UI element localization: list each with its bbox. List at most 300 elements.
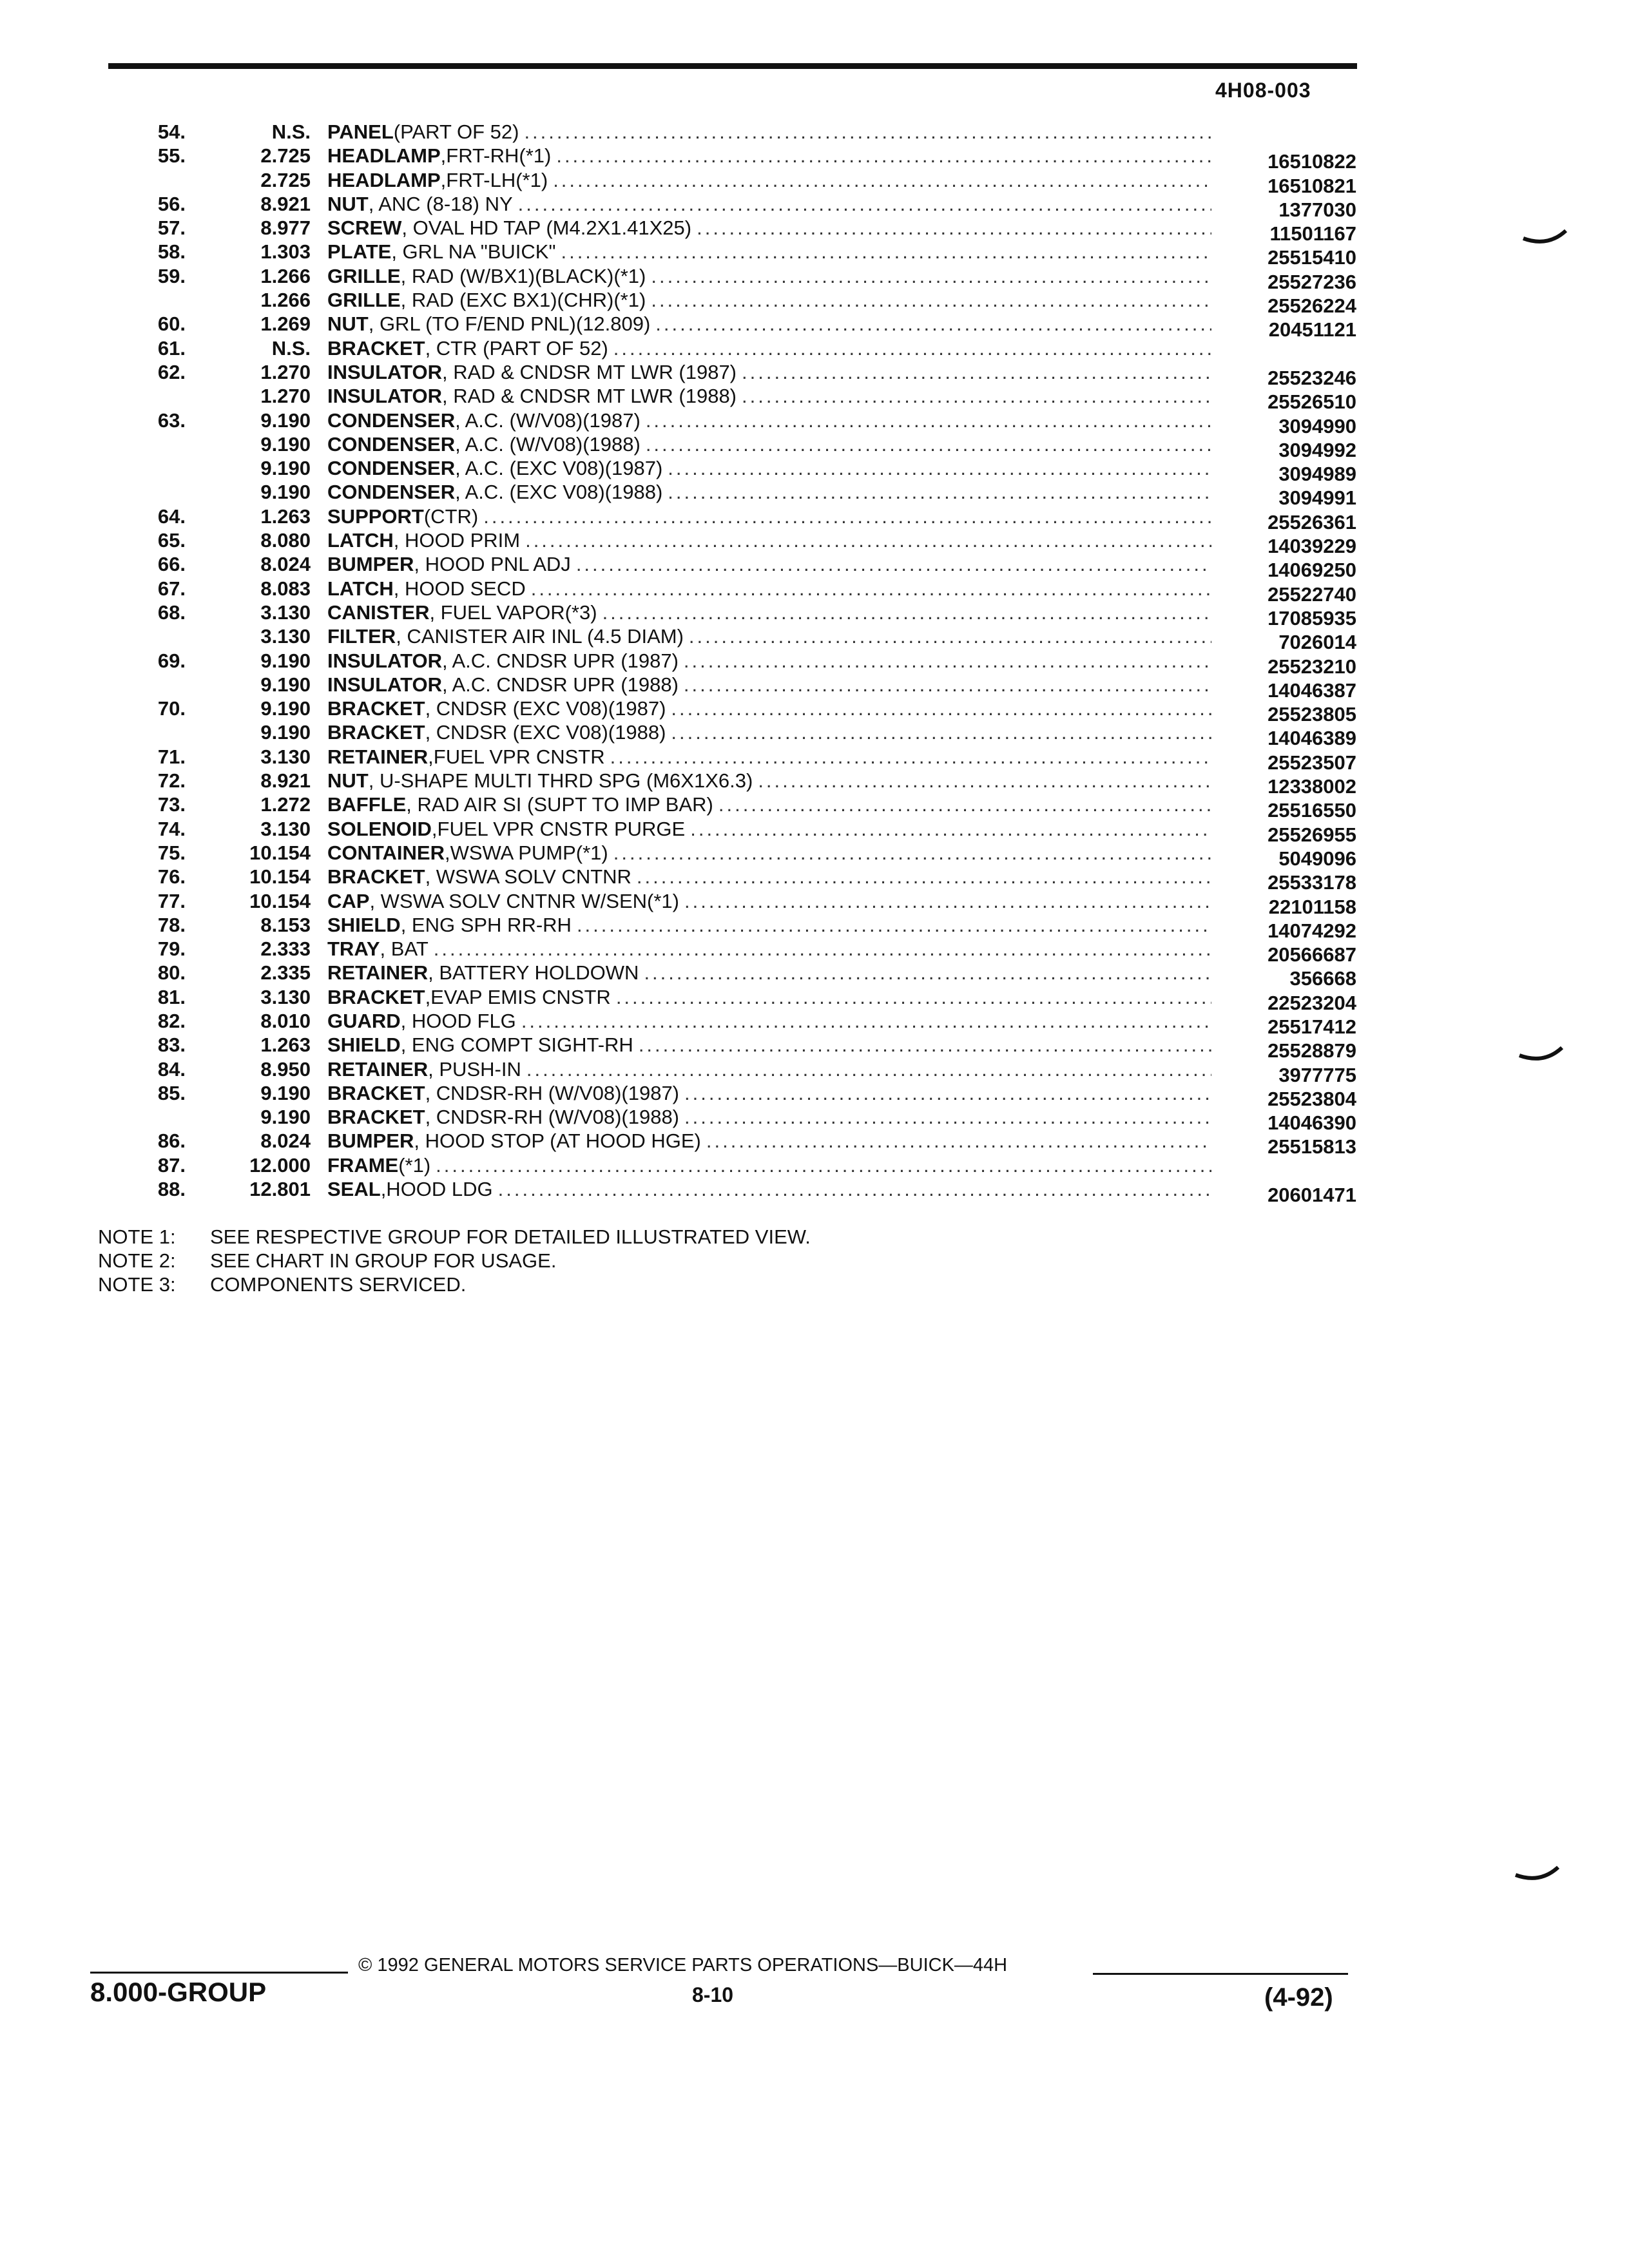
part-number: 25516550 — [1268, 799, 1356, 822]
group-number: 8.977 — [260, 216, 311, 240]
footer-rule-right — [1093, 1973, 1348, 1975]
dot-leader — [639, 1033, 1211, 1057]
part-name: FILTER — [327, 625, 396, 648]
group-number: 3.130 — [260, 601, 311, 624]
item-number: 79. — [157, 937, 186, 961]
part-name: NUT — [327, 192, 369, 215]
part-name: BRACKET — [327, 865, 425, 889]
top-rule — [108, 63, 1357, 69]
part-description — [327, 120, 1211, 144]
part-number: 25522740 — [1268, 582, 1356, 606]
group-number: 1.303 — [260, 240, 311, 264]
part-qualifier: , U-SHAPE MULTI THRD SPG (M6X1X6.3) — [368, 769, 753, 793]
part-description — [327, 168, 1211, 192]
part-name: INSULATOR — [327, 360, 442, 383]
dot-leader — [613, 336, 1211, 360]
group-number: 8.080 — [260, 529, 311, 552]
item-number: 88. — [157, 1178, 186, 1201]
item-number: 84. — [157, 1057, 186, 1081]
part-row — [0, 408, 1629, 437]
dot-leader — [616, 985, 1211, 1009]
dot-leader — [610, 745, 1211, 769]
part-name: RETAINER — [327, 745, 429, 768]
part-row — [0, 456, 1629, 486]
part-row — [0, 216, 1629, 245]
part-description — [327, 1057, 1211, 1081]
part-qualifier: ,EVAP EMIS CNSTR — [425, 985, 611, 1008]
group-number: 9.190 — [260, 697, 311, 720]
part-number: 25523805 — [1268, 703, 1356, 726]
group-number: 1.269 — [260, 312, 311, 336]
part-qualifier: , A.C. (W/V08)(1987) — [455, 408, 641, 432]
group-number: 3.130 — [260, 745, 311, 768]
item-number: 56. — [157, 192, 186, 215]
part-name: BRACKET — [327, 1081, 425, 1104]
group-number: 8.083 — [260, 577, 311, 600]
part-qualifier: , HOOD STOP (AT HOOD HGE) — [414, 1129, 701, 1153]
group-number: 9.190 — [260, 457, 311, 480]
item-number: 78. — [157, 913, 186, 936]
part-qualifier: , GRL (TO F/END PNL)(12.809) — [368, 312, 651, 336]
part-row — [0, 601, 1629, 629]
part-row — [0, 865, 1629, 894]
part-name: GUARD — [327, 1009, 401, 1032]
part-number: 16510822 — [1268, 150, 1356, 173]
note — [98, 1273, 811, 1296]
part-qualifier: , HOOD PRIM — [393, 529, 521, 552]
part-name: GRILLE — [327, 289, 401, 312]
part-row — [0, 360, 1629, 389]
part-description — [327, 624, 1211, 648]
part-row — [0, 168, 1629, 197]
part-qualifier: , WSWA SOLV CNTNR — [425, 865, 631, 889]
part-row — [0, 577, 1629, 606]
dot-leader — [689, 624, 1211, 648]
part-row — [0, 817, 1629, 846]
part-number: 17085935 — [1268, 606, 1356, 629]
part-row — [0, 769, 1629, 798]
part-description — [327, 408, 1211, 432]
group-number: 8.153 — [260, 913, 311, 936]
page-code: 4H08-003 — [1215, 79, 1311, 102]
footer-copyright: © 1992 GENERAL MOTORS SERVICE PARTS OPERATIONS—BUICK—44H — [358, 1955, 1008, 1975]
part-number: 3094992 — [1278, 438, 1356, 461]
part-description — [327, 480, 1211, 504]
part-number: 25523210 — [1268, 655, 1356, 678]
part-description — [327, 240, 1211, 264]
group-number: 8.950 — [260, 1057, 311, 1081]
note-label: NOTE 3: — [98, 1273, 176, 1296]
item-number: 71. — [157, 745, 186, 768]
part-name: LATCH — [327, 577, 394, 600]
part-number: 14069250 — [1268, 559, 1356, 582]
part-description — [327, 288, 1211, 312]
part-qualifier: , HOOD SECD — [393, 577, 526, 600]
parts-list — [0, 120, 1629, 1207]
group-number: 8.024 — [260, 1129, 311, 1153]
part-number: 25528879 — [1268, 1039, 1356, 1062]
item-number: 87. — [157, 1153, 186, 1177]
group-number: 1.270 — [260, 385, 311, 408]
group-number: 2.725 — [260, 144, 311, 168]
part-qualifier: , CNDSR (EXC V08)(1987) — [425, 697, 666, 720]
group-number: 10.154 — [249, 889, 311, 912]
group-number: 9.190 — [260, 1081, 311, 1104]
part-name: CONDENSER — [327, 457, 456, 480]
part-description — [327, 1081, 1211, 1105]
part-number: 3094990 — [1278, 414, 1356, 437]
group-number: 8.921 — [260, 769, 311, 793]
dot-leader — [684, 889, 1211, 913]
part-qualifier: ,FRT-RH(*1) — [440, 144, 552, 168]
part-row — [0, 793, 1629, 822]
part-qualifier: , CNDSR-RH (W/V08)(1987) — [425, 1081, 680, 1104]
part-name: BRACKET — [327, 1106, 425, 1129]
part-number: 20601471 — [1268, 1184, 1356, 1207]
dot-leader — [651, 288, 1211, 312]
dot-leader — [718, 793, 1211, 816]
part-row — [0, 552, 1629, 582]
part-description — [327, 577, 1211, 601]
item-number: 57. — [157, 216, 186, 240]
note — [98, 1225, 811, 1249]
note — [98, 1249, 811, 1273]
part-number: 25527236 — [1268, 270, 1356, 293]
note-text: SEE CHART IN GROUP FOR USAGE. — [210, 1249, 557, 1272]
part-number: 356668 — [1289, 967, 1356, 990]
group-number: 12.000 — [249, 1153, 311, 1177]
part-name: NUT — [327, 312, 369, 336]
part-row — [0, 1033, 1629, 1062]
group-number: 8.921 — [260, 192, 311, 215]
dot-leader — [531, 577, 1211, 601]
group-number: 3.130 — [260, 625, 311, 648]
dot-leader — [434, 937, 1211, 961]
part-number: 25526955 — [1268, 823, 1356, 846]
part-number: 11501167 — [1269, 222, 1356, 245]
part-row — [0, 384, 1629, 414]
part-qualifier: , ANC (8-18) NY — [368, 192, 513, 215]
part-name: SHIELD — [327, 913, 401, 936]
item-number: 75. — [157, 841, 186, 864]
part-name: SOLENOID — [327, 817, 432, 840]
part-name: RETAINER — [327, 961, 429, 985]
part-qualifier: , HOOD FLG — [400, 1009, 516, 1032]
item-number: 70. — [157, 697, 186, 720]
part-row — [0, 432, 1629, 461]
part-number: 14046389 — [1268, 727, 1356, 750]
part-qualifier: , A.C. CNDSR UPR (1988) — [441, 673, 679, 696]
dot-leader — [671, 720, 1211, 744]
part-description — [327, 216, 1211, 240]
part-name: SCREW — [327, 216, 402, 240]
footer-group: 8.000-GROUP — [90, 1977, 267, 2007]
part-number: 25523246 — [1268, 366, 1356, 389]
dot-leader — [561, 240, 1211, 264]
dot-leader — [436, 1153, 1211, 1177]
part-qualifier: , WSWA SOLV CNTNR W/SEN(*1) — [369, 889, 679, 912]
group-number: 9.190 — [260, 481, 311, 504]
group-number: 12.801 — [249, 1178, 311, 1201]
group-number: 1.270 — [260, 360, 311, 383]
dot-leader — [483, 505, 1211, 528]
part-number: 14039229 — [1268, 535, 1356, 558]
item-number: 66. — [157, 553, 186, 576]
part-qualifier: , RAD AIR SI (SUPT TO IMP BAR) — [406, 793, 713, 816]
part-row — [0, 745, 1629, 774]
item-number: 55. — [157, 144, 186, 168]
part-row — [0, 264, 1629, 293]
part-number: 25526224 — [1268, 294, 1356, 318]
part-description — [327, 889, 1211, 913]
part-qualifier: , ENG COMPT SIGHT-RH — [400, 1033, 633, 1057]
dot-leader — [706, 1129, 1211, 1153]
item-number: 72. — [157, 769, 186, 793]
part-number: 20451121 — [1268, 318, 1356, 341]
part-qualifier: ,WSWA PUMP(*1) — [444, 841, 608, 864]
part-qualifier: (CTR) — [423, 505, 479, 528]
part-name: BRACKET — [327, 985, 425, 1008]
dot-leader — [521, 1009, 1211, 1033]
group-number: 10.154 — [249, 865, 311, 889]
part-row — [0, 841, 1629, 870]
dot-leader — [697, 216, 1211, 240]
part-number: 25523804 — [1268, 1087, 1356, 1110]
part-description — [327, 841, 1211, 865]
part-name: SEAL — [327, 1178, 381, 1201]
part-qualifier: , A.C. CNDSR UPR (1987) — [441, 649, 679, 672]
item-number: 73. — [157, 793, 186, 816]
part-number: 25533178 — [1268, 871, 1356, 894]
group-number: 2.335 — [260, 961, 311, 985]
part-qualifier: , A.C. (EXC V08)(1988) — [455, 481, 663, 504]
part-description — [327, 1177, 1211, 1201]
part-row — [0, 1009, 1629, 1038]
part-row — [0, 1177, 1629, 1207]
part-name: CONDENSER — [327, 432, 456, 456]
part-description — [327, 1033, 1211, 1057]
dot-leader — [684, 1105, 1211, 1129]
part-description — [327, 817, 1211, 841]
item-number: 54. — [157, 120, 186, 143]
part-row — [0, 120, 1629, 144]
dot-leader — [668, 480, 1211, 504]
part-qualifier: , A.C. (EXC V08)(1987) — [455, 457, 663, 480]
part-name: BRACKET — [327, 697, 425, 720]
part-description — [327, 456, 1211, 480]
part-name: HEADLAMP — [327, 144, 441, 168]
part-description — [327, 144, 1211, 168]
dot-leader — [524, 120, 1211, 144]
part-description — [327, 312, 1211, 336]
part-row — [0, 649, 1629, 678]
part-row — [0, 1153, 1629, 1177]
item-number: 82. — [157, 1009, 186, 1032]
footer-page-number: 8-10 — [692, 1983, 734, 2006]
part-qualifier: , BAT — [380, 937, 429, 961]
dot-leader — [526, 1057, 1211, 1081]
part-number: 3977775 — [1278, 1063, 1356, 1086]
part-row — [0, 288, 1629, 318]
binder-tab-mark — [1514, 1866, 1559, 1885]
group-number: 2.725 — [260, 168, 311, 191]
part-qualifier: , CTR (PART OF 52) — [425, 336, 608, 360]
note-label: NOTE 2: — [98, 1249, 176, 1272]
part-qualifier: ,HOOD LDG — [380, 1178, 493, 1201]
part-row — [0, 1105, 1629, 1135]
part-row — [0, 192, 1629, 221]
part-number: 5049096 — [1278, 847, 1356, 870]
dot-leader — [655, 312, 1211, 336]
part-number: 22523204 — [1268, 991, 1356, 1014]
item-number: 83. — [157, 1033, 186, 1057]
part-description — [327, 865, 1211, 889]
item-number: 85. — [157, 1081, 186, 1104]
part-qualifier: , PUSH-IN — [428, 1057, 521, 1081]
part-number: 22101158 — [1268, 895, 1356, 918]
part-description — [327, 745, 1211, 769]
note-text: SEE RESPECTIVE GROUP FOR DETAILED ILLUSTRATED VIEW. — [210, 1225, 811, 1248]
dot-leader — [602, 601, 1211, 624]
group-number: 10.154 — [249, 841, 311, 864]
item-number: 67. — [157, 577, 186, 600]
part-name: TRAY — [327, 937, 380, 961]
part-row — [0, 697, 1629, 726]
item-number: 81. — [157, 985, 186, 1008]
part-row — [0, 144, 1629, 173]
binder-tab-mark — [1518, 1046, 1563, 1066]
part-name: LATCH — [327, 529, 394, 552]
dot-leader — [498, 1177, 1211, 1201]
dot-leader — [576, 552, 1211, 576]
part-description — [327, 1009, 1211, 1033]
part-row — [0, 1129, 1629, 1158]
part-description — [327, 769, 1211, 793]
part-description — [327, 961, 1211, 985]
dot-leader — [525, 528, 1211, 552]
part-name: CANISTER — [327, 601, 430, 624]
item-number: 86. — [157, 1129, 186, 1153]
part-description — [327, 601, 1211, 624]
part-description — [327, 1105, 1211, 1129]
group-number: N.S. — [271, 120, 311, 143]
part-row — [0, 480, 1629, 510]
part-number: 25515813 — [1268, 1135, 1356, 1158]
part-row — [0, 937, 1629, 966]
group-number: 8.024 — [260, 553, 311, 576]
part-description — [327, 505, 1211, 528]
part-number: 25523507 — [1268, 751, 1356, 774]
item-number: 77. — [157, 889, 186, 912]
part-name: BUMPER — [327, 1129, 414, 1153]
part-description — [327, 649, 1211, 673]
part-description — [327, 937, 1211, 961]
item-number: 69. — [157, 649, 186, 672]
part-row — [0, 312, 1629, 341]
part-name: SHIELD — [327, 1033, 401, 1057]
group-number: 9.190 — [260, 721, 311, 744]
part-description — [327, 697, 1211, 720]
part-qualifier: , BATTERY HOLDOWN — [428, 961, 639, 985]
part-number: 20566687 — [1268, 943, 1356, 966]
part-number: 14046390 — [1268, 1111, 1356, 1135]
part-qualifier: , RAD (W/BX1)(BLACK)(*1) — [400, 264, 646, 287]
group-number: 3.130 — [260, 817, 311, 840]
part-qualifier: , FUEL VAPOR(*3) — [429, 601, 597, 624]
part-number: 14046387 — [1268, 678, 1356, 702]
item-number: 61. — [157, 336, 186, 360]
dot-leader — [553, 168, 1211, 192]
part-name: CONTAINER — [327, 841, 445, 864]
group-number: 8.010 — [260, 1009, 311, 1032]
part-qualifier: , RAD (EXC BX1)(CHR)(*1) — [400, 289, 646, 312]
dot-leader — [637, 865, 1211, 889]
part-number: 25526361 — [1268, 510, 1356, 533]
part-name: NUT — [327, 769, 369, 793]
part-qualifier: , GRL NA "BUICK" — [391, 240, 556, 264]
part-name: GRILLE — [327, 264, 401, 287]
part-row — [0, 1057, 1629, 1086]
dot-leader — [742, 384, 1211, 408]
part-description — [327, 384, 1211, 408]
part-number: 12338002 — [1268, 775, 1356, 798]
dot-leader — [684, 673, 1211, 697]
part-description — [327, 1129, 1211, 1153]
notes — [98, 1225, 811, 1296]
part-description — [327, 720, 1211, 744]
dot-leader — [684, 649, 1211, 673]
group-number: 1.266 — [260, 264, 311, 287]
dot-leader — [644, 961, 1211, 985]
part-description — [327, 264, 1211, 288]
dot-leader — [668, 456, 1211, 480]
part-qualifier: , OVAL HD TAP (M4.2X1.41X25) — [401, 216, 692, 240]
part-description — [327, 913, 1211, 937]
dot-leader — [646, 432, 1211, 456]
note-text: COMPONENTS SERVICED. — [210, 1273, 467, 1296]
part-name: PANEL — [327, 120, 394, 143]
item-number: 58. — [157, 240, 186, 264]
footer-date: (4-92) — [1264, 1983, 1333, 2012]
part-row — [0, 889, 1629, 918]
part-qualifier: , CNDSR-RH (W/V08)(1988) — [425, 1106, 680, 1129]
dot-leader — [577, 913, 1211, 937]
part-qualifier: , A.C. (W/V08)(1988) — [455, 432, 641, 456]
group-number: 1.266 — [260, 289, 311, 312]
part-description — [327, 552, 1211, 576]
group-number: 9.190 — [260, 1106, 311, 1129]
group-number: 2.333 — [260, 937, 311, 961]
part-row — [0, 505, 1629, 533]
group-number: 1.263 — [260, 1033, 311, 1057]
part-row — [0, 528, 1629, 558]
part-description — [327, 528, 1211, 552]
part-name: INSULATOR — [327, 649, 442, 672]
part-row — [0, 720, 1629, 750]
part-name: BUMPER — [327, 553, 414, 576]
part-name: INSULATOR — [327, 673, 442, 696]
part-name: PLATE — [327, 240, 392, 264]
part-number: 3094991 — [1278, 486, 1356, 510]
part-name: BAFFLE — [327, 793, 407, 816]
dot-leader — [646, 408, 1211, 432]
item-number: 80. — [157, 961, 186, 985]
group-number: 9.190 — [260, 673, 311, 696]
part-row — [0, 913, 1629, 942]
part-name: HEADLAMP — [327, 168, 441, 191]
item-number: 60. — [157, 312, 186, 336]
item-number: 59. — [157, 264, 186, 287]
